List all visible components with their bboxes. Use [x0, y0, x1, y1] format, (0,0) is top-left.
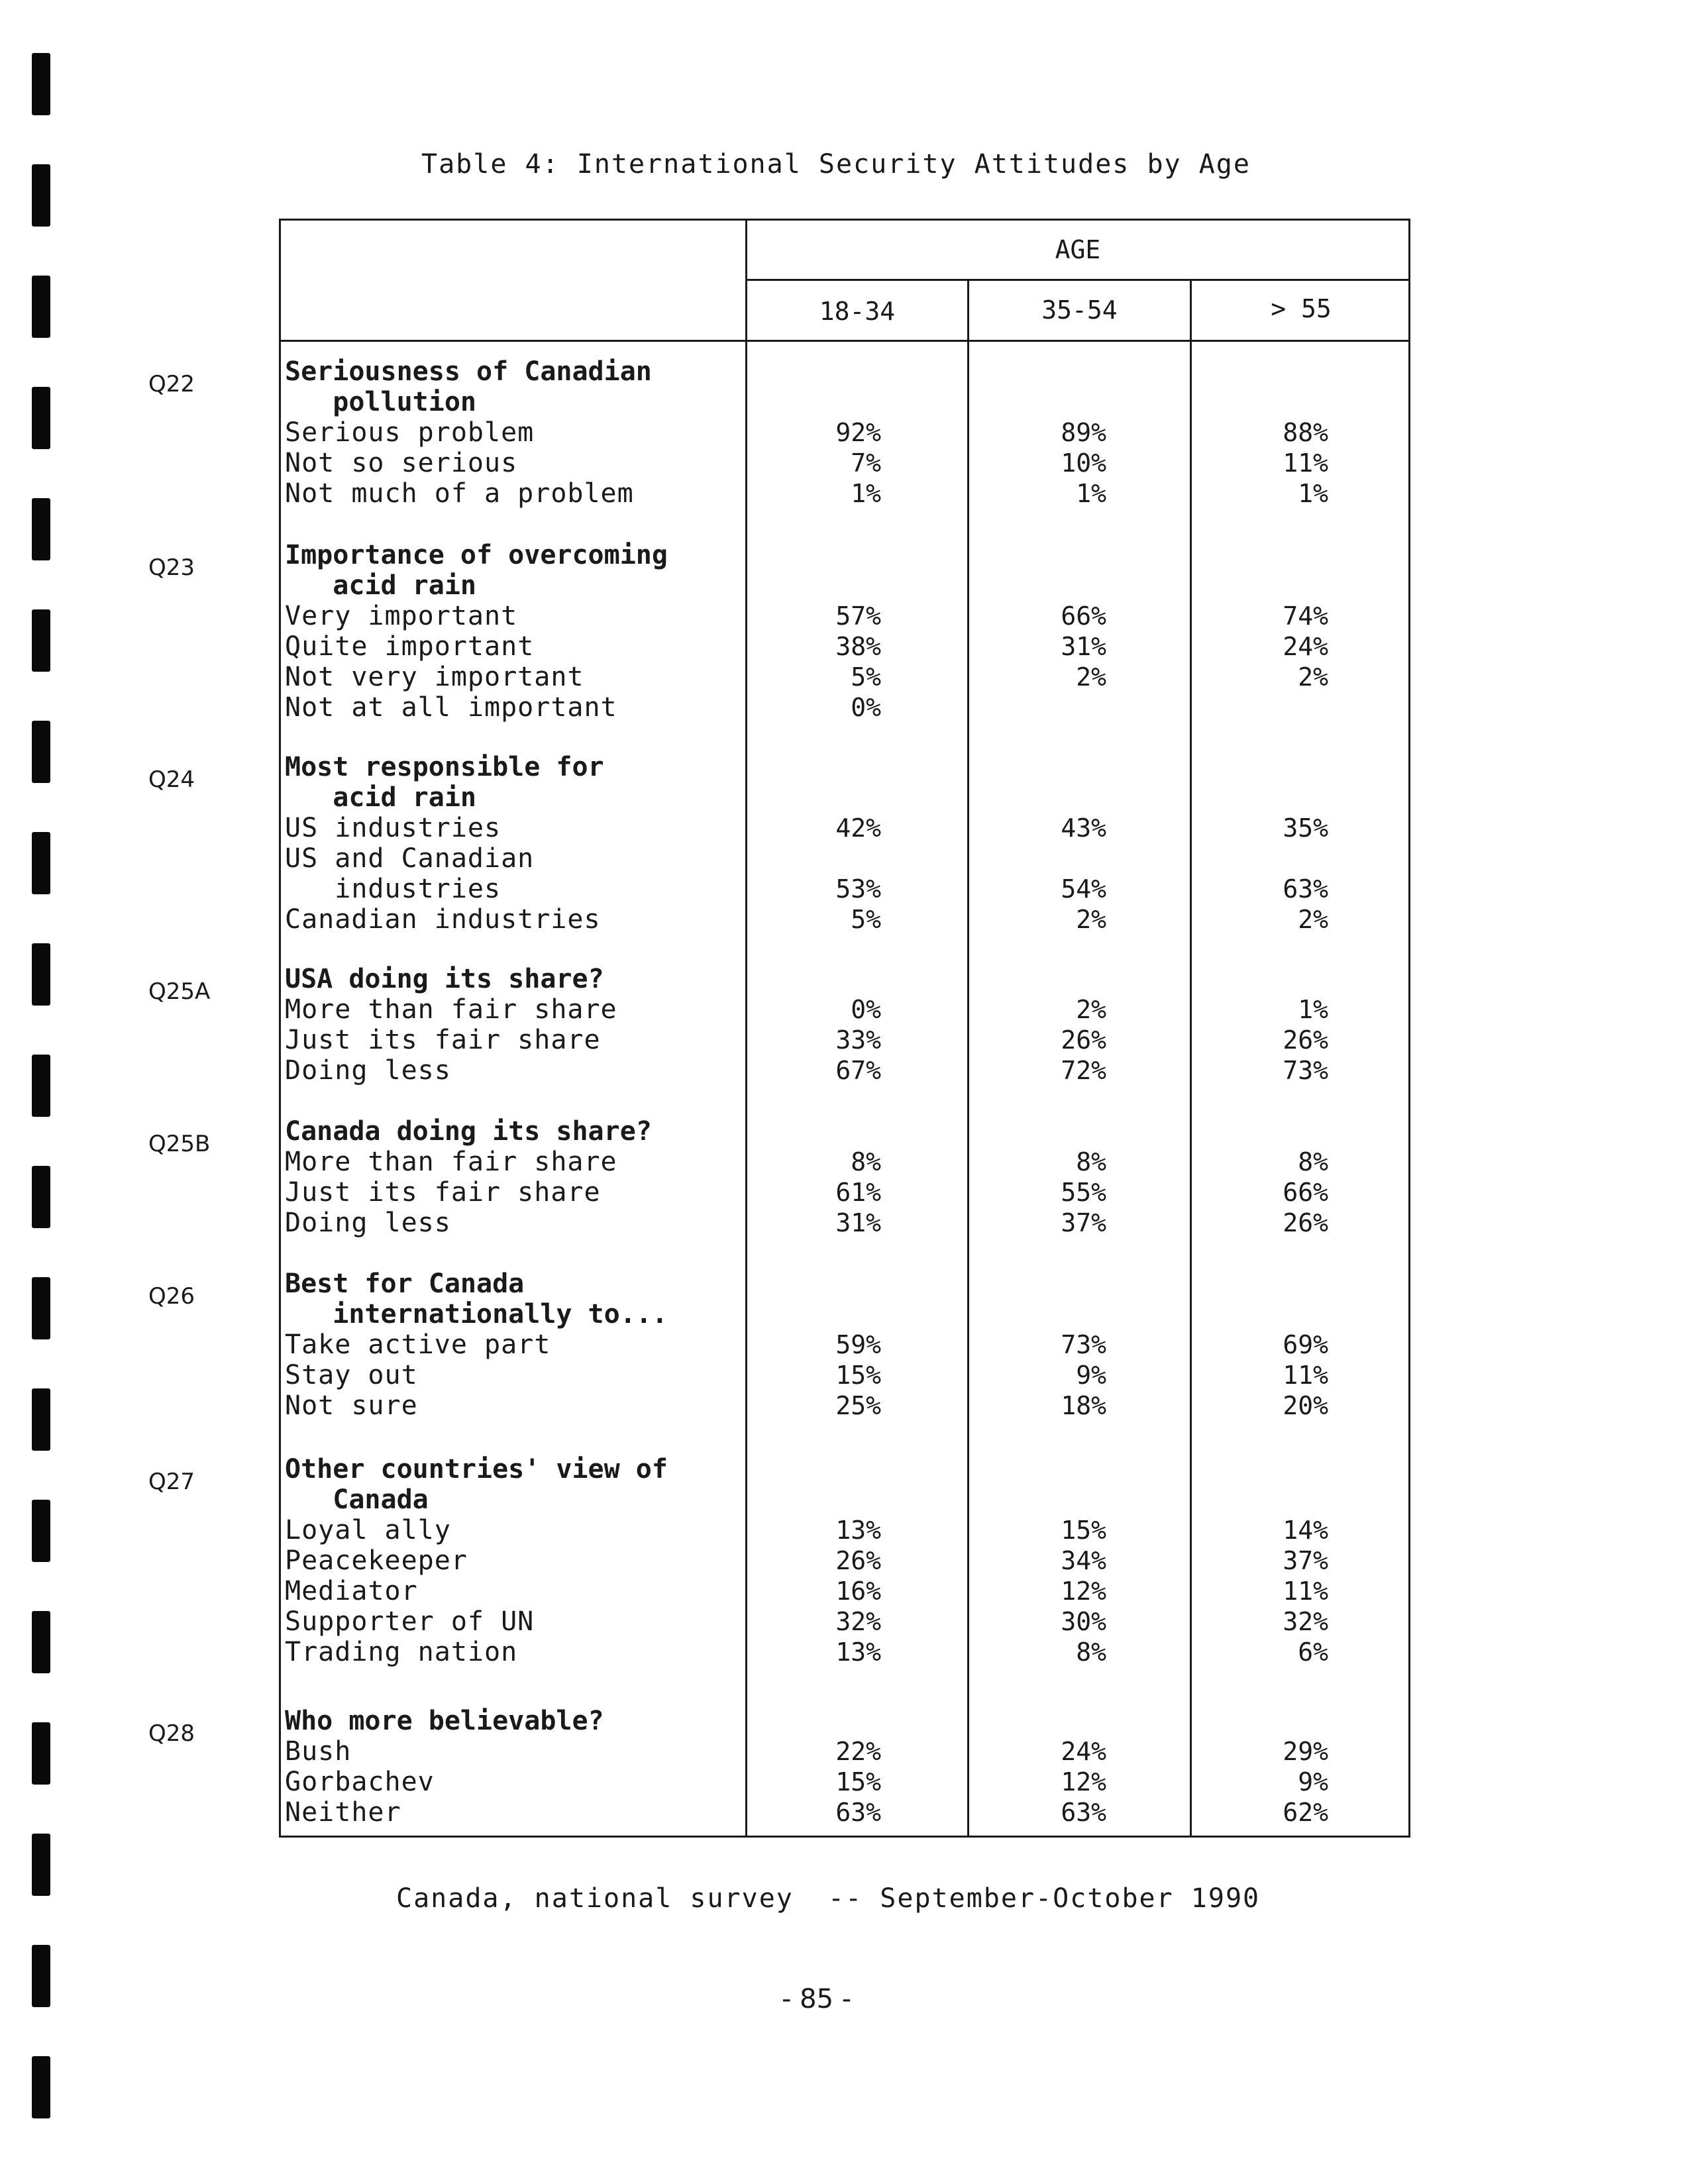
cell-value: 38% — [835, 632, 881, 661]
cell-value: 43% — [1061, 813, 1106, 843]
cell-value: 14% — [1283, 1516, 1328, 1545]
age-column-divider-1 — [967, 281, 969, 1838]
source-note: Canada, national survey -- September-October 1990 — [396, 1883, 1261, 1914]
row-label: Just its fair share — [285, 1177, 601, 1208]
binding-mark — [32, 1388, 50, 1451]
cell-value: 1% — [1076, 479, 1106, 508]
binding-mark — [32, 1945, 50, 2007]
row-label: Trading nation — [285, 1637, 518, 1667]
cell-value: 57% — [835, 601, 881, 631]
question-id: Q23 — [148, 554, 195, 581]
age-group-header: AGE — [1055, 235, 1101, 264]
cell-value: 55% — [1061, 1178, 1106, 1207]
row-label: US industries — [285, 813, 501, 843]
cell-value: 63% — [1283, 874, 1328, 904]
cell-value: 26% — [1283, 1208, 1328, 1237]
row-label: Stay out — [285, 1360, 418, 1390]
section-title: Seriousness of Canadian pollution — [285, 356, 652, 417]
cell-value: 62% — [1283, 1798, 1328, 1827]
binding-mark — [32, 1277, 50, 1339]
binding-mark — [32, 53, 50, 115]
section-title: Best for Canada internationally to... — [285, 1269, 668, 1329]
binding-mark — [32, 1055, 50, 1117]
cell-value: 8% — [1076, 1638, 1106, 1667]
cell-value: 2% — [1076, 995, 1106, 1024]
cell-value: 8% — [1076, 1147, 1106, 1176]
cell-value: 24% — [1283, 632, 1328, 661]
binding-mark — [32, 1722, 50, 1785]
age-column-divider-2 — [1190, 281, 1192, 1838]
cell-value: 92% — [835, 418, 881, 447]
cell-value: 1% — [1298, 995, 1328, 1024]
column-header-18-34: 18-34 — [819, 297, 896, 326]
cell-value: 33% — [835, 1025, 881, 1055]
row-label: More than fair share — [285, 1147, 617, 1177]
header-bottom-line — [279, 340, 1410, 342]
cell-value: 53% — [835, 874, 881, 904]
row-label: Peacekeeper — [285, 1545, 468, 1576]
cell-value: 16% — [835, 1577, 881, 1606]
cell-value: 72% — [1061, 1056, 1106, 1085]
cell-value: 31% — [1061, 632, 1106, 661]
cell-value: 54% — [1061, 874, 1106, 904]
row-label: Doing less — [285, 1055, 451, 1086]
row-label: Not so serious — [285, 448, 518, 478]
cell-value: 5% — [851, 662, 881, 692]
cell-value: 11% — [1283, 448, 1328, 478]
cell-value: 15% — [1061, 1516, 1106, 1545]
cell-value: 12% — [1061, 1577, 1106, 1606]
row-label: Canadian industries — [285, 904, 601, 935]
section-title: USA doing its share? — [285, 964, 604, 994]
page-number: - 85 - — [782, 1984, 852, 2014]
cell-value: 13% — [835, 1516, 881, 1545]
cell-value: 13% — [835, 1638, 881, 1667]
section-title: Importance of overcoming acid rain — [285, 540, 668, 601]
cell-value: 69% — [1283, 1330, 1328, 1359]
cell-value: 25% — [835, 1391, 881, 1420]
row-label: US and Canadian industries — [285, 843, 535, 904]
cell-value: 11% — [1283, 1361, 1328, 1390]
row-label: Quite important — [285, 631, 535, 662]
row-label: Mediator — [285, 1576, 418, 1606]
row-label: Bush — [285, 1736, 352, 1767]
cell-value: 9% — [1076, 1361, 1106, 1390]
binding-mark — [32, 276, 50, 338]
cell-value: 89% — [1061, 418, 1106, 447]
row-label: Doing less — [285, 1208, 451, 1238]
cell-value: 0% — [851, 995, 881, 1024]
binding-mark — [32, 1834, 50, 1896]
cell-value: 66% — [1061, 601, 1106, 631]
cell-value: 30% — [1061, 1607, 1106, 1636]
question-id: Q25B — [148, 1131, 211, 1157]
cell-value: 32% — [835, 1607, 881, 1636]
binding-mark — [32, 2056, 50, 2118]
cell-value: 35% — [1283, 813, 1328, 843]
cell-value: 1% — [1298, 479, 1328, 508]
cell-value: 26% — [1283, 1025, 1328, 1055]
cell-value: 7% — [851, 448, 881, 478]
cell-value: 18% — [1061, 1391, 1106, 1420]
question-id: Q24 — [148, 766, 195, 793]
binding-mark — [32, 1611, 50, 1673]
section-title: Other countries' view of Canada — [285, 1454, 668, 1515]
cell-value: 20% — [1283, 1391, 1328, 1420]
cell-value: 67% — [835, 1056, 881, 1085]
cell-value: 2% — [1298, 905, 1328, 934]
cell-value: 2% — [1298, 662, 1328, 692]
cell-value: 15% — [835, 1361, 881, 1390]
cell-value: 61% — [835, 1178, 881, 1207]
section-title: Who more believable? — [285, 1706, 604, 1736]
question-id: Q25A — [148, 978, 211, 1005]
cell-value: 31% — [835, 1208, 881, 1237]
row-label: Not much of a problem — [285, 478, 634, 509]
binding-mark — [32, 943, 50, 1006]
row-label: More than fair share — [285, 994, 617, 1025]
cell-value: 63% — [835, 1798, 881, 1827]
row-label: Not at all important — [285, 692, 617, 723]
row-label: Just its fair share — [285, 1025, 601, 1055]
row-label: Neither — [285, 1797, 401, 1828]
row-label: Supporter of UN — [285, 1606, 535, 1637]
row-label: Gorbachev — [285, 1767, 435, 1797]
row-label: Not sure — [285, 1390, 418, 1421]
binding-mark — [32, 387, 50, 449]
cell-value: 2% — [1076, 662, 1106, 692]
cell-value: 22% — [835, 1737, 881, 1766]
row-label: Very important — [285, 601, 518, 631]
cell-value: 2% — [1076, 905, 1106, 934]
cell-value: 12% — [1061, 1767, 1106, 1796]
label-column-divider — [745, 219, 747, 1838]
cell-value: 59% — [835, 1330, 881, 1359]
cell-value: 32% — [1283, 1607, 1328, 1636]
row-label: Serious problem — [285, 417, 535, 448]
age-group-underline — [745, 279, 1410, 281]
binding-mark — [32, 1500, 50, 1562]
cell-value: 37% — [1283, 1546, 1328, 1575]
cell-value: 1% — [851, 479, 881, 508]
cell-value: 73% — [1283, 1056, 1328, 1085]
cell-value: 26% — [1061, 1025, 1106, 1055]
row-label: Not very important — [285, 662, 584, 692]
section-title: Canada doing its share? — [285, 1116, 652, 1147]
binding-mark — [32, 609, 50, 672]
cell-value: 29% — [1283, 1737, 1328, 1766]
question-id: Q27 — [148, 1469, 195, 1495]
row-label: Loyal ally — [285, 1515, 451, 1545]
binding-mark — [32, 164, 50, 227]
cell-value: 9% — [1298, 1767, 1328, 1796]
cell-value: 66% — [1283, 1178, 1328, 1207]
binding-mark — [32, 498, 50, 560]
cell-value: 63% — [1061, 1798, 1106, 1827]
cell-value: 88% — [1283, 418, 1328, 447]
cell-value: 6% — [1298, 1638, 1328, 1667]
cell-value: 8% — [1298, 1147, 1328, 1176]
question-id: Q22 — [148, 371, 195, 397]
cell-value: 37% — [1061, 1208, 1106, 1237]
question-id: Q26 — [148, 1283, 195, 1310]
cell-value: 73% — [1061, 1330, 1106, 1359]
row-label: Take active part — [285, 1329, 551, 1360]
cell-value: 0% — [851, 693, 881, 722]
question-id: Q28 — [148, 1720, 195, 1747]
binding-mark — [32, 832, 50, 894]
cell-value: 8% — [851, 1147, 881, 1176]
cell-value: 26% — [835, 1546, 881, 1575]
cell-value: 5% — [851, 905, 881, 934]
column-header-55-plus: > 55 — [1271, 294, 1332, 323]
table-title: Table 4: International Security Attitudes by Age — [421, 149, 1251, 180]
cell-value: 10% — [1061, 448, 1106, 478]
binding-mark — [32, 721, 50, 783]
binding-mark — [32, 1166, 50, 1228]
cell-value: 15% — [835, 1767, 881, 1796]
cell-value: 34% — [1061, 1546, 1106, 1575]
cell-value: 11% — [1283, 1577, 1328, 1606]
section-title: Most responsible for acid rain — [285, 752, 604, 813]
cell-value: 42% — [835, 813, 881, 843]
cell-value: 74% — [1283, 601, 1328, 631]
column-header-35-54: 35-54 — [1041, 295, 1118, 325]
cell-value: 24% — [1061, 1737, 1106, 1766]
